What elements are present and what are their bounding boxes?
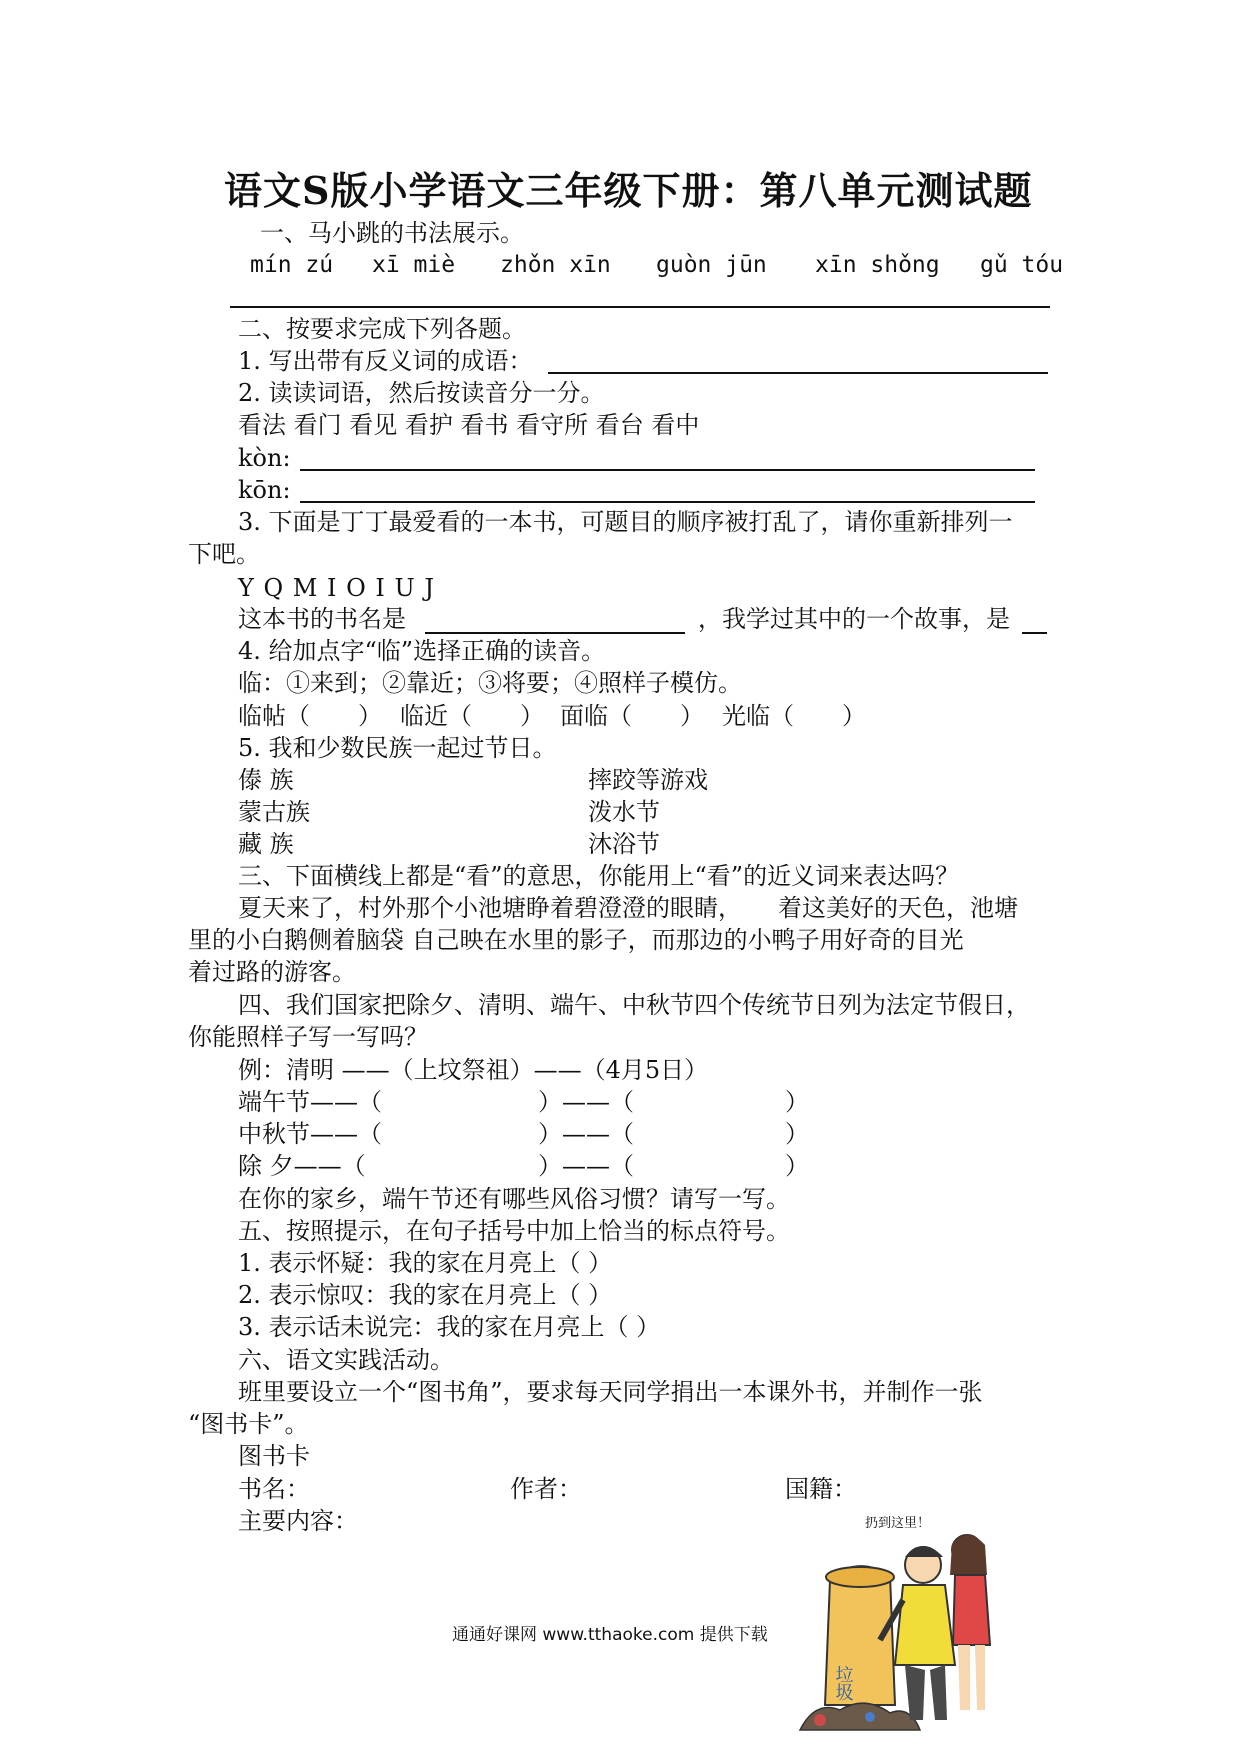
q2-text: 2. 读读词语，然后按读音分一分。 <box>238 379 605 407</box>
section-3-para-3: 着过路的游客。 <box>188 958 356 986</box>
q4-item-4[interactable]: 光临（ ） <box>722 702 866 730</box>
section-1-heading: 一、马小跳的书法展示。 <box>260 219 524 247</box>
pinyin-6: gǔ tóu <box>980 252 1064 278</box>
footer-credit: 通通好课网 www.tthaoke.com 提供下载 <box>452 1625 768 1645</box>
q3-story-line[interactable] <box>1022 632 1047 634</box>
section-4-tail: 在你的家乡，端午节还有哪些风俗习惯？请写一写。 <box>238 1185 790 1213</box>
q2-words: 看法 看门 看见 看护 看书 看守所 看台 看中 <box>238 411 700 439</box>
q5-left-3[interactable]: 藏 族 <box>238 830 294 858</box>
section-2-heading: 二、按要求完成下列各题。 <box>238 315 526 343</box>
section-6-para-1: 班里要设立一个“图书角”，要求每天同学捐出一本课外书，并制作一张 <box>238 1378 983 1406</box>
punctuation-item-2[interactable]: 2. 表示惊叹：我的家在月亮上（ ） <box>238 1281 613 1309</box>
festival-row-3-end: ） <box>785 1152 809 1180</box>
q5-text: 5. 我和少数民族一起过节日。 <box>238 734 557 762</box>
q4-options: 临：①来到；②靠近；③将要；④照样子模仿。 <box>238 669 742 697</box>
q4-item-1[interactable]: 临帖（ ） <box>238 702 382 730</box>
trash-bin-cartoon-icon <box>795 1505 995 1740</box>
q3-book-title-prompt: 这本书的书名是 <box>238 605 406 633</box>
section-5-heading: 五、按照提示，在句子括号中加上恰当的标点符号。 <box>238 1217 790 1245</box>
q3-story-prompt: ，我学过其中的一个故事，是 <box>698 605 1010 633</box>
pinyin-1: mín zú <box>250 252 334 278</box>
nationality-field[interactable]: 国籍： <box>785 1475 857 1503</box>
bubble-text: 扔到这里！ <box>865 1516 931 1531</box>
section-3-para-2: 里的小白鹅侧着脑袋 自己映在水里的影子，而那边的小鸭子用好奇的目光 <box>188 926 964 954</box>
kan4-label: kòn: <box>238 444 291 472</box>
q4-text: 4. 给加点字“临”选择正确的读音。 <box>238 637 606 665</box>
bin-label: 垃圾 <box>832 1665 854 1701</box>
section-4-heading-1: 四、我们国家把除夕、清明、端午、中秋节四个传统节日列为法定节假日， <box>238 991 1030 1019</box>
q1-text: 1. 写出带有反义词的成语： <box>238 347 533 375</box>
q4-item-2[interactable]: 临近（ ） <box>400 702 544 730</box>
author-field[interactable]: 作者： <box>510 1475 582 1503</box>
writing-line[interactable] <box>230 306 1050 308</box>
q4-item-3[interactable]: 面临（ ） <box>560 702 704 730</box>
q3-text-2: 下吧。 <box>188 540 260 568</box>
kan1-label: kōn: <box>238 476 291 504</box>
festival-row-3-label: 除 夕——（ <box>238 1152 366 1180</box>
pinyin-4: guòn jūn <box>656 252 767 278</box>
q3-letters: Y Q M I O I U J <box>238 574 435 602</box>
festival-row-2-mid[interactable]: ）——（ <box>538 1120 634 1148</box>
festival-row-2-label: 中秋节——（ <box>238 1120 382 1148</box>
q5-left-1[interactable]: 傣 族 <box>238 766 294 794</box>
section-4-example: 例：清明 ——（上坟祭祖）——（4月5日） <box>238 1056 709 1084</box>
section-4-heading-2: 你能照样子写一写吗？ <box>188 1023 428 1051</box>
punctuation-item-3[interactable]: 3. 表示话未说完：我的家在月亮上（ ） <box>238 1313 661 1341</box>
q5-right-1[interactable]: 摔跤等游戏 <box>588 766 708 794</box>
section-6-heading: 六、语文实践活动。 <box>238 1346 454 1374</box>
kan1-answer-line[interactable] <box>300 501 1035 503</box>
q5-right-2[interactable]: 泼水节 <box>588 798 660 826</box>
q5-left-2[interactable]: 蒙古族 <box>238 798 310 826</box>
festival-row-1-end: ） <box>785 1088 809 1116</box>
section-3-heading: 三、下面横线上都是“看”的意思，你能用上“看”的近义词来表达吗？ <box>238 862 960 890</box>
q3-text-1: 3. 下面是丁丁最爱看的一本书，可题目的顺序被打乱了，请你重新排列一 <box>238 508 1013 536</box>
book-name-field[interactable]: 书名： <box>238 1475 310 1503</box>
pinyin-2: xī miè <box>372 252 456 278</box>
main-content-field[interactable]: 主要内容： <box>238 1507 358 1535</box>
festival-row-1-label: 端午节——（ <box>238 1088 382 1116</box>
festival-row-2-end: ） <box>785 1120 809 1148</box>
section-6-para-2: “图书卡”。 <box>188 1410 309 1438</box>
cartoon-illustration <box>795 1505 995 1740</box>
punctuation-item-1[interactable]: 1. 表示怀疑：我的家在月亮上（ ） <box>238 1249 613 1277</box>
kan4-answer-line[interactable] <box>300 469 1035 471</box>
pinyin-5: xīn shǒng <box>815 252 940 278</box>
book-card-title: 图书卡 <box>238 1442 310 1470</box>
festival-row-3-mid[interactable]: ）——（ <box>538 1152 634 1180</box>
pinyin-3: zhǒn xīn <box>500 252 611 278</box>
section-3-para-1: 夏天来了，村外那个小池塘睁着碧澄澄的眼睛， 着这美好的天色，池塘 <box>238 894 1018 922</box>
q1-answer-line[interactable] <box>548 372 1048 374</box>
q5-right-3[interactable]: 沐浴节 <box>588 830 660 858</box>
page-title: 语文S版小学语文三年级下册：第八单元测试题 <box>224 168 1033 213</box>
festival-row-1-mid[interactable]: ）——（ <box>538 1088 634 1116</box>
q3-book-title-line[interactable] <box>425 632 685 634</box>
